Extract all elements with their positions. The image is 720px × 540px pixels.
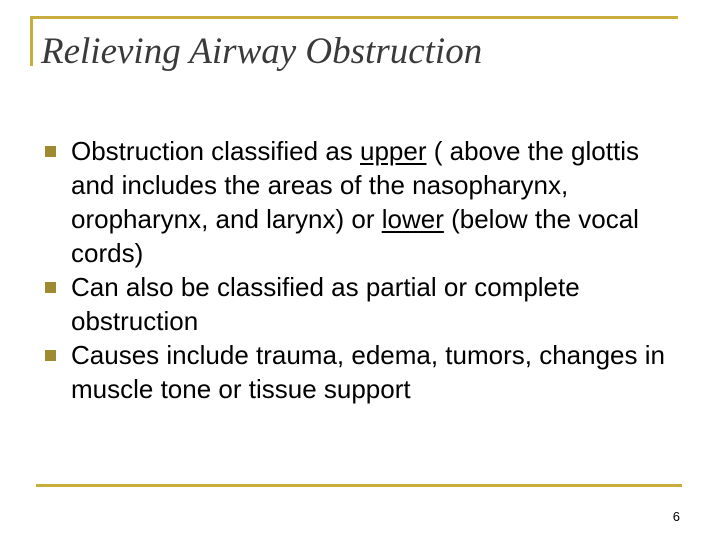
slide-title: Relieving Airway Obstruction (41, 31, 483, 72)
square-bullet-icon (45, 282, 56, 293)
page-number: 6 (672, 509, 680, 524)
footer-accent-rule (36, 484, 682, 487)
bullet-item (44, 134, 674, 270)
bullet-text-segment: Obstruction classified as (71, 136, 361, 166)
top-accent-rule (30, 16, 678, 19)
bullet-text-underlined: lower (381, 204, 444, 234)
square-bullet-icon (45, 146, 56, 157)
square-bullet-icon (45, 350, 56, 361)
bullet-text-segment: Causes include trauma, edema, tumors, changes in muscle tone or tissue support (71, 340, 665, 404)
bullet-text-segment: ( above the glottis and includes the areas of the nasopharynx, oropharynx, and larynx) or (71, 136, 639, 234)
bullet-text-segment: (below the vocal cords) (71, 204, 639, 268)
bullet-list (44, 134, 674, 406)
bullet-text-segment: Can also be classified as partial or complete obstruction (71, 272, 580, 336)
bullet-item (44, 270, 674, 338)
bullet-text-underlined: upper (360, 136, 427, 166)
left-accent-rule (30, 16, 33, 66)
bullet-item (44, 338, 674, 406)
